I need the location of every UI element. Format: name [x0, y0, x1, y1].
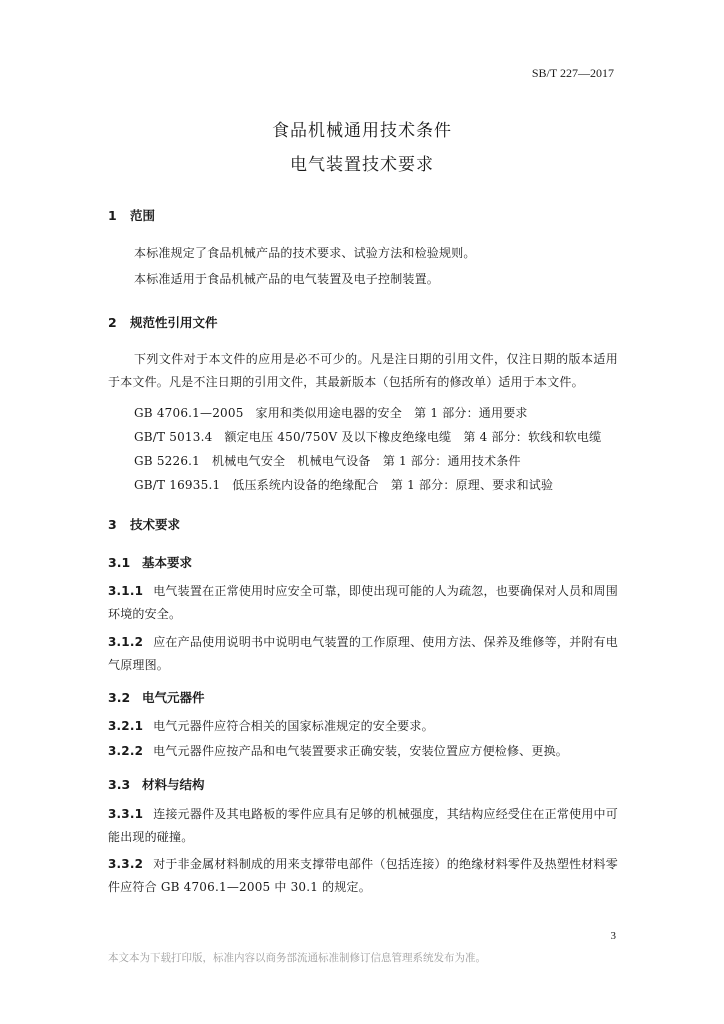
clause-3-3-2 — [108, 853, 618, 899]
clause-3-1-2 — [108, 631, 618, 677]
subsection-3-1-heading — [108, 553, 192, 571]
section-2-heading — [108, 313, 218, 331]
clause-text: 电气元器件应符合相关的国家标准规定的安全要求。 — [153, 719, 434, 733]
section-3-heading — [108, 515, 180, 533]
reference-title: 家用和类似用途电器的安全 第 1 部分：通用要求 — [255, 406, 528, 420]
section-number: 1 — [108, 208, 117, 223]
subsection-number: 3.2 — [108, 690, 131, 705]
section-2-intro: 下列文件对于本文件的应用是必不可少的。凡是注日期的引用文件，仅注日期的版本适用于本文件。凡是不注日期的引用文件，其最新版本（包括所有的修改单）适用于本文件。 — [108, 352, 618, 389]
section-1-heading — [108, 206, 155, 224]
section-title: 规范性引用文件 — [130, 315, 218, 330]
section-1-paragraph-1: 本标准规定了食品机械产品的技术要求、试验方法和检验规则。 — [134, 246, 476, 260]
page-number: 3 — [610, 930, 616, 942]
reference-code: GB/T 16935.1 — [134, 478, 221, 492]
subsection-title: 基本要求 — [142, 555, 193, 570]
section-title: 技术要求 — [130, 517, 181, 532]
reference-item — [134, 476, 553, 493]
reference-code: GB/T 5013.4 — [134, 430, 213, 444]
reference-item — [134, 428, 601, 445]
reference-item — [134, 404, 528, 421]
clause-text: 对于非金属材料制成的用来支撑带电部件（包括连接）的绝缘材料零件及热塑性材料零件应符合 GB 4706.1—2005 中 30.1 的规定。 — [108, 857, 618, 894]
clause-text: 连接元器件及其电路板的零件应具有足够的机械强度，其结构应经受住在正常使用中可能出现的碰撞。 — [108, 807, 618, 844]
clause-number: 3.2.2 — [108, 744, 144, 758]
clause-3-2-2 — [108, 740, 618, 763]
reference-title: 机械电气安全 机械电气设备 第 1 部分：通用技术条件 — [212, 454, 521, 468]
clause-number: 3.1.2 — [108, 635, 144, 649]
section-number: 3 — [108, 517, 117, 532]
clause-number: 3.1.1 — [108, 584, 144, 598]
clause-number: 3.2.1 — [108, 719, 144, 733]
clause-text: 应在产品使用说明书中说明电气装置的工作原理、使用方法、保养及维修等，并附有电气原理图。 — [108, 635, 618, 672]
subsection-title: 材料与结构 — [142, 777, 205, 792]
reference-code: GB 5226.1 — [134, 454, 201, 468]
subsection-number: 3.1 — [108, 555, 131, 570]
document-title: 食品机械通用技术条件 — [272, 121, 452, 141]
clause-3-2-1 — [108, 715, 618, 738]
reference-item — [134, 452, 521, 469]
clause-3-3-1 — [108, 803, 618, 849]
subsection-title: 电气元器件 — [142, 690, 205, 705]
document-subtitle: 电气装置技术要求 — [290, 155, 434, 175]
standard-code: SB/T 227—2017 — [531, 66, 614, 80]
subsection-3-2-heading — [108, 688, 205, 706]
reference-title: 低压系统内设备的绝缘配合 第 1 部分：原理、要求和试验 — [232, 478, 554, 492]
subsection-3-3-heading — [108, 775, 205, 793]
clause-3-1-1 — [108, 580, 618, 626]
footer-note: 本文本为下载打印版，标准内容以商务部流通标准制修订信息管理系统发布为准。 — [108, 952, 486, 964]
clause-number: 3.3.1 — [108, 807, 144, 821]
reference-code: GB 4706.1—2005 — [134, 406, 244, 420]
reference-title: 额定电压 450/750V 及以下橡皮绝缘电缆 第 4 部分：软线和软电缆 — [224, 430, 602, 444]
subsection-number: 3.3 — [108, 777, 131, 792]
clause-text: 电气装置在正常使用时应安全可靠，即使出现可能的人为疏忽，也要确保对人员和周围环境的安全。 — [108, 584, 618, 621]
clause-text: 电气元器件应按产品和电气装置要求正确安装，安装位置应方便检修、更换。 — [153, 744, 568, 758]
section-number: 2 — [108, 315, 117, 330]
section-title: 范围 — [130, 208, 156, 223]
section-1-paragraph-2: 本标准适用于食品机械产品的电气装置及电子控制装置。 — [134, 272, 440, 286]
clause-number: 3.3.2 — [108, 857, 144, 871]
